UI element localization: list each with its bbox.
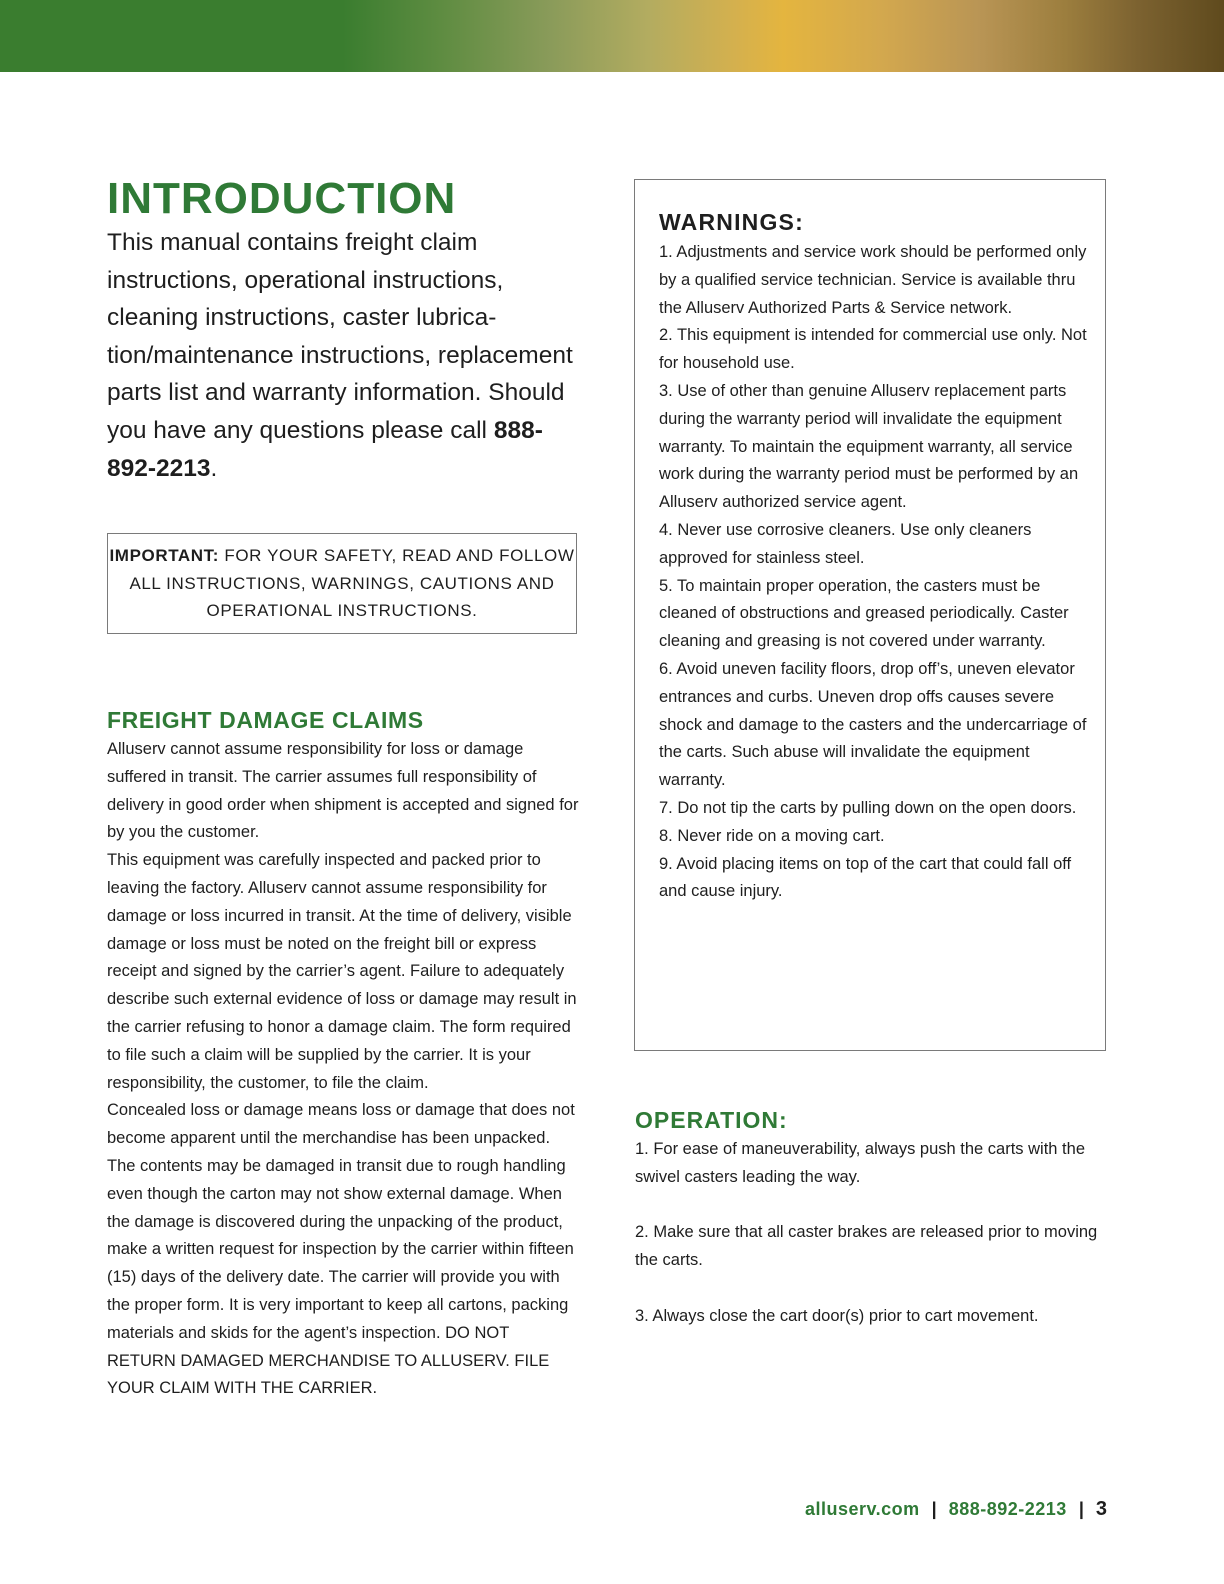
page-footer bbox=[805, 1496, 1107, 1522]
important-notice-box bbox=[107, 533, 577, 634]
operation-item: 3. Always close the cart door(s) prior to cart movement. bbox=[635, 1306, 1039, 1325]
introduction-body bbox=[107, 224, 587, 487]
operation-item: 2. Make sure that all caster brakes are released prior to moving the carts. bbox=[635, 1223, 1098, 1270]
warning-item: 6. Avoid uneven facility floors, drop off’s, uneven elevator entrances and curbs. Uneven drop offs causes severe shock and damage to the casters and the undercarriage of the carts. Such abuse will invalidate the equipment warranty. bbox=[659, 659, 1087, 790]
warning-item: 7. Do not tip the carts by pulling down on the open doors. bbox=[659, 798, 1077, 817]
freight-paragraph: Concealed loss or damage means loss or damage that does not become apparent until the merchandise has been unpacked. The contents may be damaged in transit due to rough handling even though the carton may not show external damage. When the damage is discovered during the unpacking of the product, make a written request for inspection by the carrier within fifteen (15) days of the delivery date. The carrier will provide you with the proper form. It is very important to keep all cartons, packing materials and skids for the agent’s inspection. DO NOT RETURN DAMAGED MERCHANDISE TO ALLUSERV. FILE YOUR CLAIM WITH THE CARRIER. bbox=[107, 1101, 575, 1398]
page-number: 3 bbox=[1095, 1498, 1107, 1520]
operation-title: OPERATION: bbox=[635, 1107, 788, 1133]
warning-item: 4. Never use corrosive cleaners. Use only cleaners approved for stainless steel. bbox=[659, 520, 1032, 567]
introduction-period: . bbox=[210, 454, 218, 482]
freight-claims-body bbox=[107, 736, 582, 1403]
warnings-list bbox=[659, 239, 1091, 906]
header-gradient-band bbox=[0, 0, 1224, 72]
freight-claims-title: FREIGHT DAMAGE CLAIMS bbox=[107, 707, 424, 733]
warning-item: 1. Adjustments and service work should be performed only by a qualified service technician. Service is available thru the Alluserv Authorized Parts & Service network. bbox=[659, 243, 1087, 317]
footer-separator: | bbox=[931, 1499, 937, 1519]
footer-separator: | bbox=[1078, 1499, 1084, 1519]
warnings-title: WARNINGS: bbox=[659, 209, 804, 235]
freight-paragraph: Alluserv cannot assume responsibility for loss or damage suffered in transit. The carrier assumes full responsibility of delivery in good order when shipment is accepted and signed for by you the customer. bbox=[107, 740, 579, 842]
operation-list bbox=[635, 1136, 1110, 1358]
warning-item: 2. This equipment is intended for commercial use only. Not for household use. bbox=[659, 326, 1087, 373]
operation-item: 1. For ease of maneuverability, always push the carts with the swivel casters leading the way. bbox=[635, 1140, 1085, 1186]
warning-item: 8. Never ride on a moving cart. bbox=[659, 826, 885, 845]
warning-item: 3. Use of other than genuine Alluserv replacement parts during the warranty period will invalidate the equipment warranty. To maintain the equipment warranty, all service work during the warranty period must be performed by an Alluserv authorized service agent. bbox=[659, 381, 1079, 512]
footer-website-link[interactable]: alluserv.com bbox=[804, 1499, 920, 1519]
freight-paragraph: This equipment was carefully inspected and packed prior to leaving the factory. Alluserv cannot assume responsibility for damage or loss incurred in transit. At the time of delivery, visible damage or loss must be noted on the freight bill or express receipt and signed by the carrier’s agent. Failure to adequately describe such external evidence of loss or damage may result in the carrier refusing to honor a damage claim. The form required to file such a claim will be supplied by the carrier. It is your responsibility, the customer, to file the claim. bbox=[107, 851, 577, 1092]
warning-item: 5. To maintain proper operation, the casters must be cleaned of obstructions and greased periodically. Caster cleaning and greasing is not covered under warranty. bbox=[659, 576, 1069, 651]
warning-item: 9. Avoid placing items on top of the cart that could fall off and cause injury. bbox=[659, 854, 1072, 901]
introduction-title: INTRODUCTION bbox=[107, 174, 457, 223]
footer-phone: 888-892-2213 bbox=[948, 1499, 1067, 1519]
important-text: FOR YOUR SAFETY, READ AND FOLLOW ALL INSTRUCTIONS, WARNINGS, CAUTIONS AND OPERATIONAL INSTRUCTIONS. bbox=[129, 546, 575, 620]
introduction-phone: 888-892-2213 bbox=[107, 416, 543, 482]
introduction-text: This manual contains freight claim instructions, operational instructions, cleaning instructions, caster lubrication/maintenance instructions, replacement parts list and warranty information. Should you have any questions please call bbox=[107, 229, 573, 444]
important-lead: IMPORTANT: bbox=[109, 546, 220, 565]
